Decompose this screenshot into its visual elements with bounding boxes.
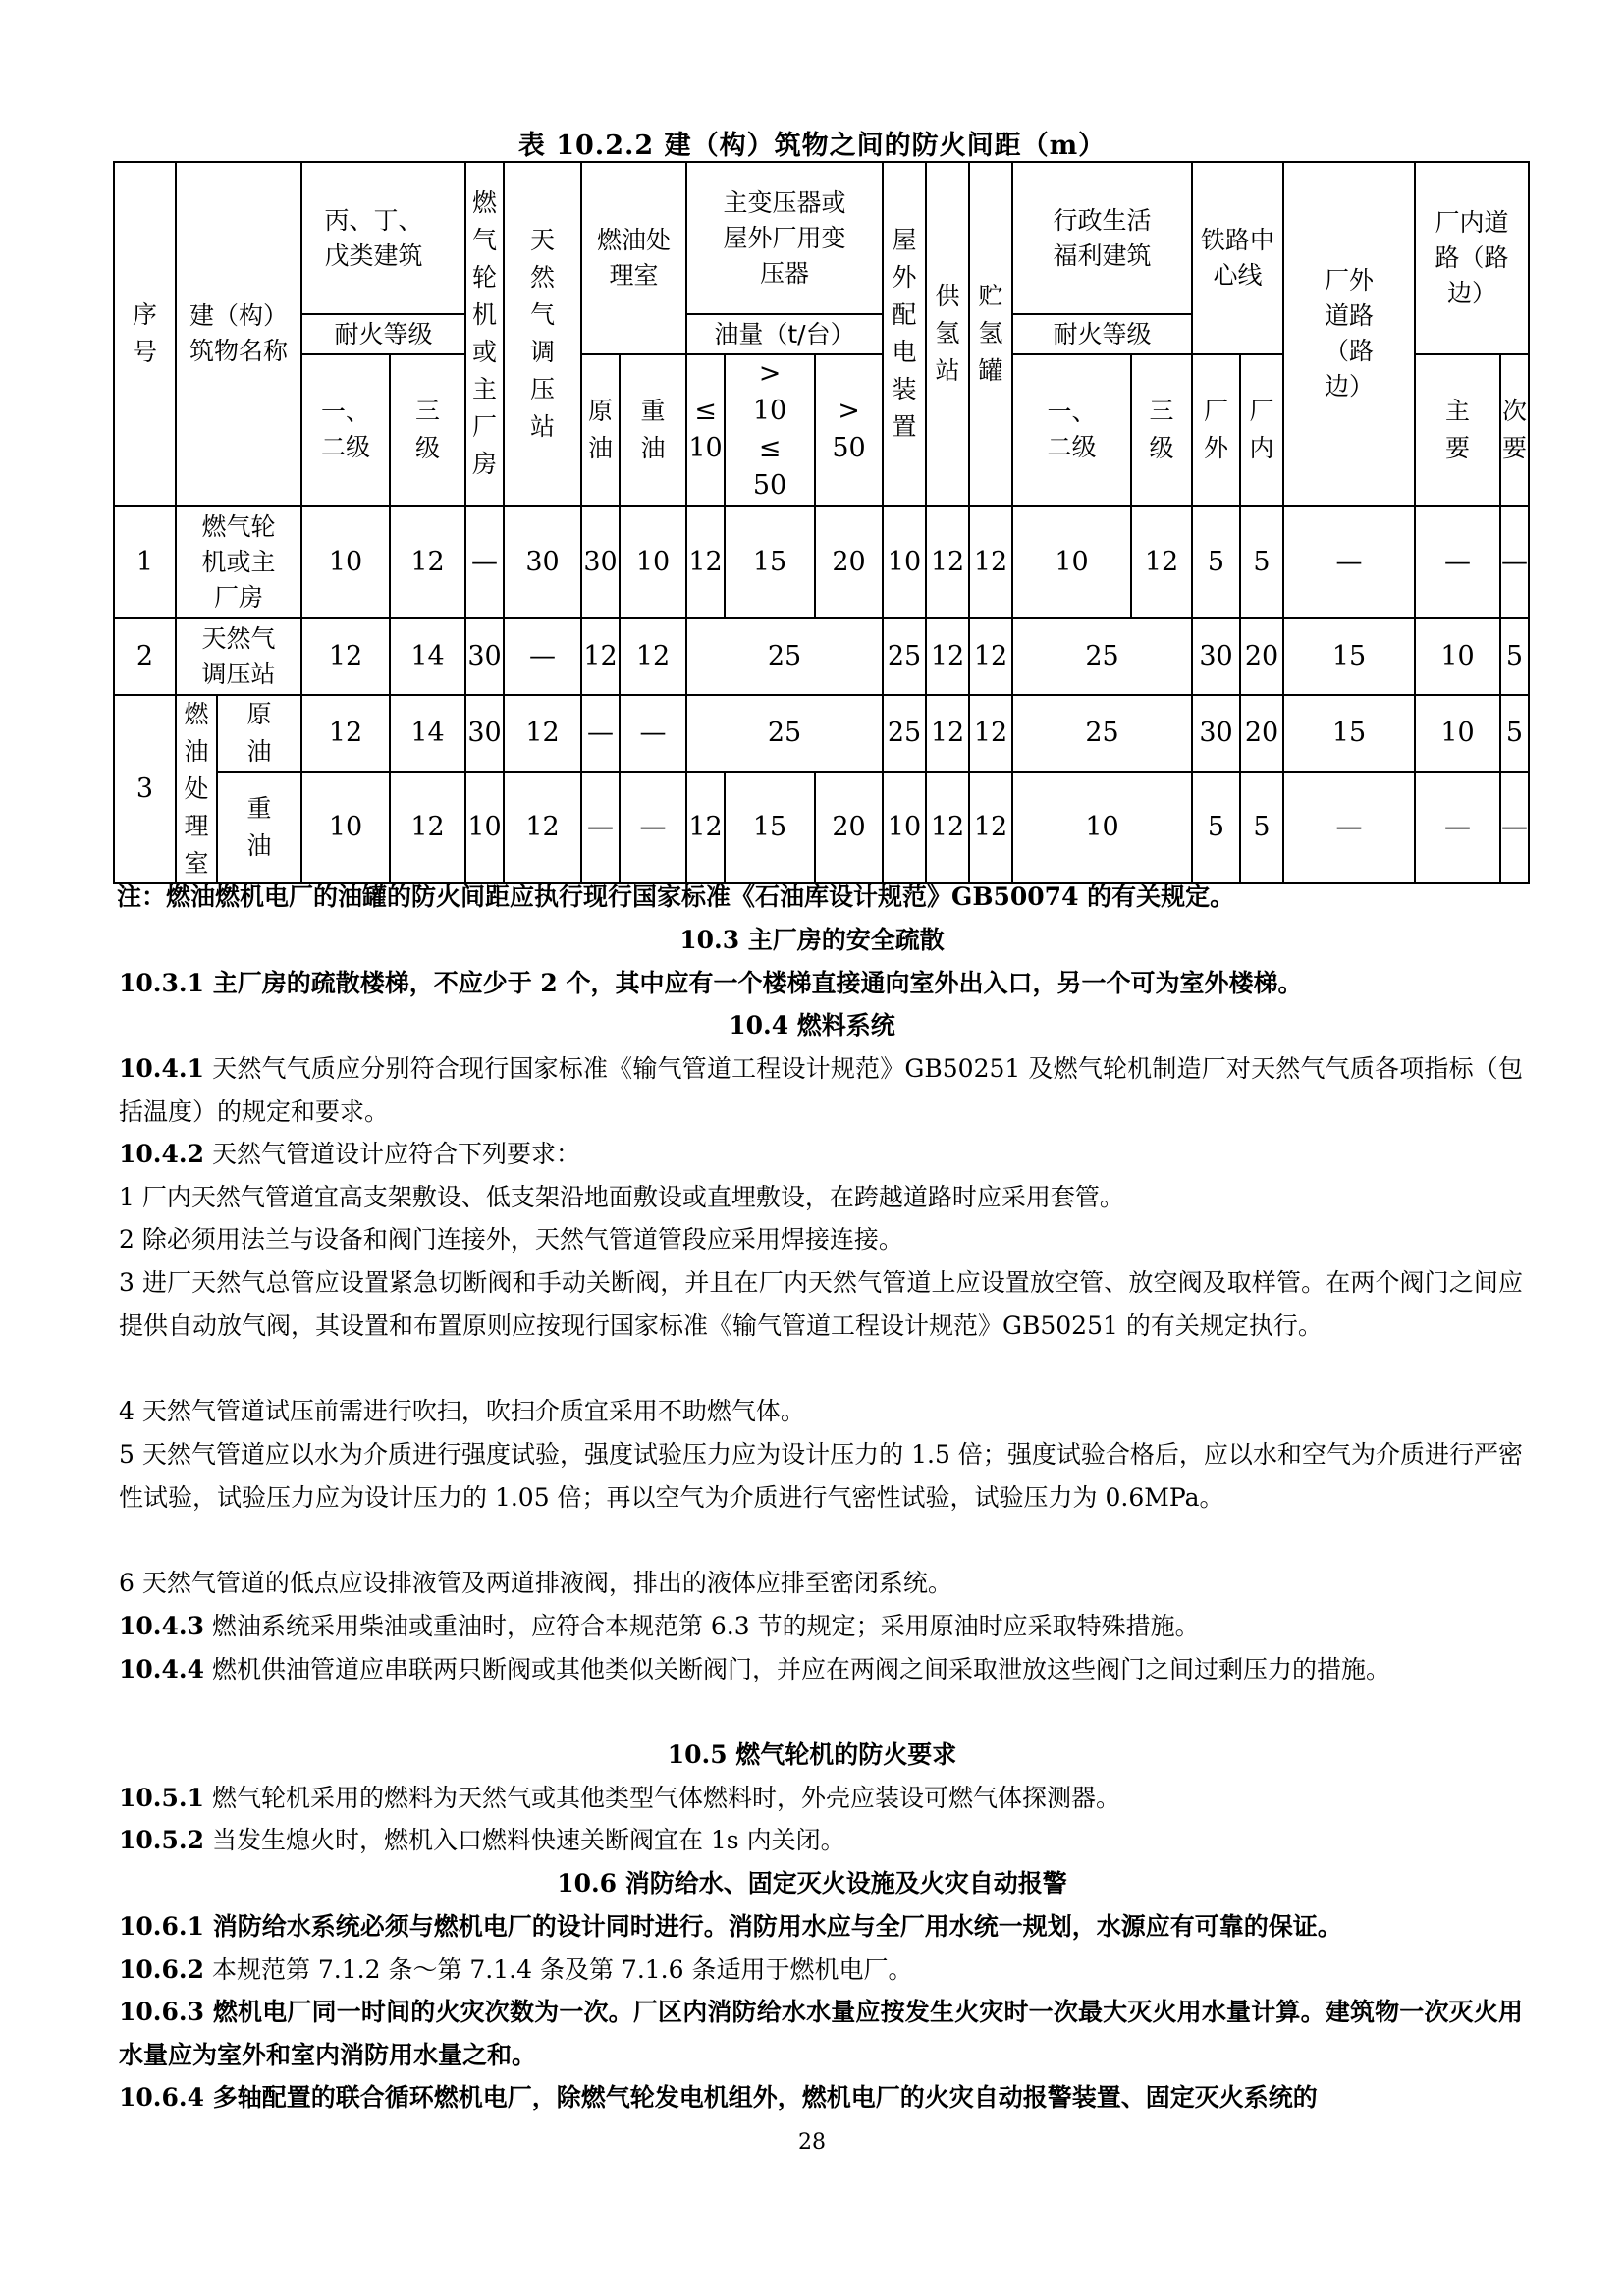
cell: 14 [390,695,465,772]
cell: — [620,772,686,883]
header-admin: 行政生活福利建筑 [1012,162,1192,314]
row-name: 燃气轮机或主厂房 [176,506,301,618]
cell: 12 [969,618,1012,695]
cell: 25 [686,695,883,772]
list-item-1: 1 厂内天然气管道宜高支架敷设、低支架沿地面敷设或直埋敷设，在跨越道路时应采用套管。 [119,1183,1124,1211]
page-number: 28 [798,2130,826,2155]
header-minor: 次要 [1500,354,1529,506]
row-seq: 2 [114,618,176,695]
header-main: 主要 [1415,354,1500,506]
cell: 15 [1283,695,1415,772]
cell: 15 [725,772,815,883]
clause-text: 当发生熄火时，燃机入口燃料快速关断阀宜在 1s 内关闭。 [211,1826,845,1854]
row-seq: 1 [114,506,176,618]
header-grade-3: 三级 [390,354,465,506]
cell: — [1500,506,1529,618]
cell: 20 [1240,618,1283,695]
list-item-2: 2 除必须用法兰与设备和阀门连接外，天然气管道管段应采用焊接连接。 [119,1225,903,1254]
row-sub-name: 重油 [217,772,301,883]
section-heading-10-3: 10.3 主厂房的安全疏散 [679,926,945,954]
header-railway: 铁路中心线 [1192,162,1283,354]
header-grade-3b: 三级 [1131,354,1192,506]
list-item-4: 4 天然气管道试压前需进行吹扫，吹扫介质宜采用不助燃气体。 [119,1397,805,1425]
cell: 25 [1012,618,1192,695]
cell: 12 [504,695,581,772]
header-transformer: 主变压器或屋外厂用变压器 [686,162,883,314]
header-gas-turbine: 燃气轮机或主厂房 [465,162,504,506]
header-mid: >10≤50 [725,354,815,506]
clause-text: 本规范第 7.1.2 条～第 7.1.4 条及第 7.1.6 条适用于燃机电厂。 [211,1955,913,1984]
cell: 5 [1240,506,1283,618]
cell: — [1415,506,1500,618]
header-oil-room: 燃油处理室 [581,162,686,354]
cell: 10 [620,506,686,618]
header-road-out: 厂外道路（路边） [1283,162,1415,506]
clause-text: 燃气轮机采用的燃料为天然气或其他类型气体燃料时，外壳应装设可燃气体探测器。 [211,1784,1120,1812]
clause-10-6-4: 10.6.4 多轴配置的联合循环燃机电厂，除燃气轮发电机组外，燃机电厂的火灾自动报警装置、固定灭火系统的 [119,2083,1318,2111]
cell: 30 [1192,695,1240,772]
header-rail-in: 厂内 [1240,354,1283,506]
cell: 25 [686,618,883,695]
header-fire-rating-2: 耐火等级 [1012,314,1192,354]
cell: 30 [1192,618,1240,695]
header-outdoor-dist: 屋外配电装置 [883,162,926,506]
header-name: 建（构）筑物名称 [176,162,301,506]
cell: 10 [1415,618,1500,695]
clause-number: 10.5.1 [119,1784,204,1812]
cell: — [1283,506,1415,618]
clause-text: 燃机供油管道应串联两只断阀或其他类似关断阀门，并应在两阀之间采取泄放这些阀门之间过剩压力的措施。 [211,1655,1390,1683]
cell: 12 [686,506,725,618]
table-row [114,695,1529,772]
row-group-name: 燃油处理室 [176,695,217,883]
clause-number: 10.5.2 [119,1826,204,1854]
header-class-bldg: 丙、丁、戊类建筑 [301,162,465,314]
header-heavy: 重油 [620,354,686,506]
clause-number: 10.4.2 [119,1140,204,1168]
header-road-in: 厂内道路（路边） [1415,162,1529,354]
clause-10-3-1: 10.3.1 主厂房的疏散楼梯，不应少于 2 个，其中应有一个楼梯直接通向室外出入口，另一个可为室外楼梯。 [119,969,1303,997]
cell: — [1283,772,1415,883]
cell: — [581,695,620,772]
clause-10-4-4 [119,1648,1523,1691]
row-sub-name: 原油 [217,695,301,772]
cell: 5 [1192,506,1240,618]
cell: 30 [504,506,581,618]
cell: 12 [504,772,581,883]
cell: 5 [1192,772,1240,883]
cell: 15 [1283,618,1415,695]
cell: 10 [883,772,926,883]
header-gas-station: 天然气调压站 [504,162,581,506]
table-note: 注：燃油燃机电厂的油罐的防火间距应执行现行国家标准《石油库设计规范》GB50074 的有关规定。 [117,882,1235,911]
cell: 12 [301,695,390,772]
cell: 5 [1240,772,1283,883]
cell: — [581,772,620,883]
cell: 20 [815,772,883,883]
section-heading-10-4: 10.4 燃料系统 [729,1011,895,1040]
clause-number: 10.4.3 [119,1612,204,1640]
header-rail-out: 厂外 [1192,354,1240,506]
clause-10-5-2 [119,1819,1523,1862]
clause-10-4-3 [119,1605,1523,1648]
cell: 10 [465,772,504,883]
clause-10-4-2 [119,1133,1523,1176]
cell: 10 [1012,772,1192,883]
table-row [114,772,1529,883]
cell: 12 [926,772,969,883]
table-title: 表 10.2.2 建（构）筑物之间的防火间距（m） [517,131,1107,161]
header-fire-rating: 耐火等级 [301,314,465,354]
header-seq: 序号 [114,162,176,506]
section-heading-10-5: 10.5 燃气轮机的防火要求 [667,1740,957,1769]
cell: — [1500,772,1529,883]
cell: 12 [581,618,620,695]
header-grade-12: 一、二级 [301,354,390,506]
cell: 30 [465,618,504,695]
list-item-5: 5 天然气管道应以水为介质进行强度试验，强度试验压力应为设计压力的 1.5 倍；强度试验合格后，应以水和空气为介质进行严密性试验，试验压力应为设计压力的 1.05 倍；再以空气为介质进行气密性试验，试验压力为 0.6MPa。 [119,1440,1523,1512]
list-item-6: 6 天然气管道的低点应设排液管及两道排液阀，排出的液体应排至密闭系统。 [119,1569,952,1597]
header-oil-qty: 油量（t/台） [686,314,883,354]
clause-text: 燃油系统采用柴油或重油时，应符合本规范第 6.3 节的规定；采用原油时应采取特殊措施。 [211,1612,1200,1640]
table-row [114,506,1529,618]
clause-10-4-1 [119,1047,1523,1134]
cell: 12 [1131,506,1192,618]
cell: 12 [926,695,969,772]
cell: — [1415,772,1500,883]
header-h2-tank: 贮氢罐 [969,162,1012,506]
row-seq: 3 [114,695,176,883]
cell: 12 [620,618,686,695]
fire-distance-table [113,161,1530,884]
cell: 12 [969,506,1012,618]
clause-10-6-3: 10.6.3 燃机电厂同一时间的火灾次数为一次。厂区内消防给水水量应按发生火灾时一次最大灭火用水量计算。建筑物一次灭火用水量应为室外和室内消防用水量之和。 [119,1998,1523,2069]
row-name: 天然气调压站 [176,618,301,695]
cell: 25 [883,618,926,695]
cell: — [620,695,686,772]
clause-10-5-1 [119,1777,1523,1820]
header-crude: 原油 [581,354,620,506]
clause-text: 天然气管道设计应符合下列要求： [211,1140,580,1168]
cell: 12 [390,506,465,618]
clause-number: 10.6.2 [119,1955,204,1984]
cell: 25 [883,695,926,772]
cell: — [504,618,581,695]
cell: 12 [301,618,390,695]
cell: 30 [465,695,504,772]
cell: 5 [1500,695,1529,772]
cell: 10 [301,772,390,883]
cell: 12 [686,772,725,883]
header-gt50: >50 [815,354,883,506]
cell: 12 [926,618,969,695]
cell: 14 [390,618,465,695]
cell: 12 [969,772,1012,883]
clause-number: 10.4.4 [119,1655,204,1683]
cell: 10 [1415,695,1500,772]
header-grade-12b: 一、二级 [1012,354,1131,506]
header-h2-supply: 供氢站 [926,162,969,506]
cell: 25 [1012,695,1192,772]
cell: 10 [301,506,390,618]
clause-10-6-2 [119,1949,1523,1992]
cell: 12 [390,772,465,883]
cell: 30 [581,506,620,618]
cell: 10 [1012,506,1131,618]
cell: 12 [926,506,969,618]
cell: 20 [1240,695,1283,772]
cell: 15 [725,506,815,618]
cell: 5 [1500,618,1529,695]
header-le10: ≤10 [686,354,725,506]
cell: 12 [969,695,1012,772]
cell: 20 [815,506,883,618]
list-item-3: 3 进厂天然气总管应设置紧急切断阀和手动关断阀，并且在厂内天然气管道上应设置放空管、放空阀及取样管。在两个阀门之间应提供自动放气阀，其设置和布置原则应按现行国家标准《输气管道工程设计规范》GB50251 的有关规定执行。 [119,1268,1523,1340]
cell: — [465,506,504,618]
cell: 10 [883,506,926,618]
section-heading-10-6: 10.6 消防给水、固定灭火设施及火灾自动报警 [557,1869,1067,1897]
clause-text: 天然气气质应分别符合现行国家标准《输气管道工程设计规范》GB50251 及燃气轮机制造厂对天然气气质各项指标（包括温度）的规定和要求。 [119,1054,1523,1126]
clause-number: 10.4.1 [119,1054,204,1083]
clause-10-6-1: 10.6.1 消防给水系统必须与燃机电厂的设计同时进行。消防用水应与全厂用水统一规划，水源应有可靠的保证。 [119,1912,1342,1941]
table-row [114,618,1529,695]
